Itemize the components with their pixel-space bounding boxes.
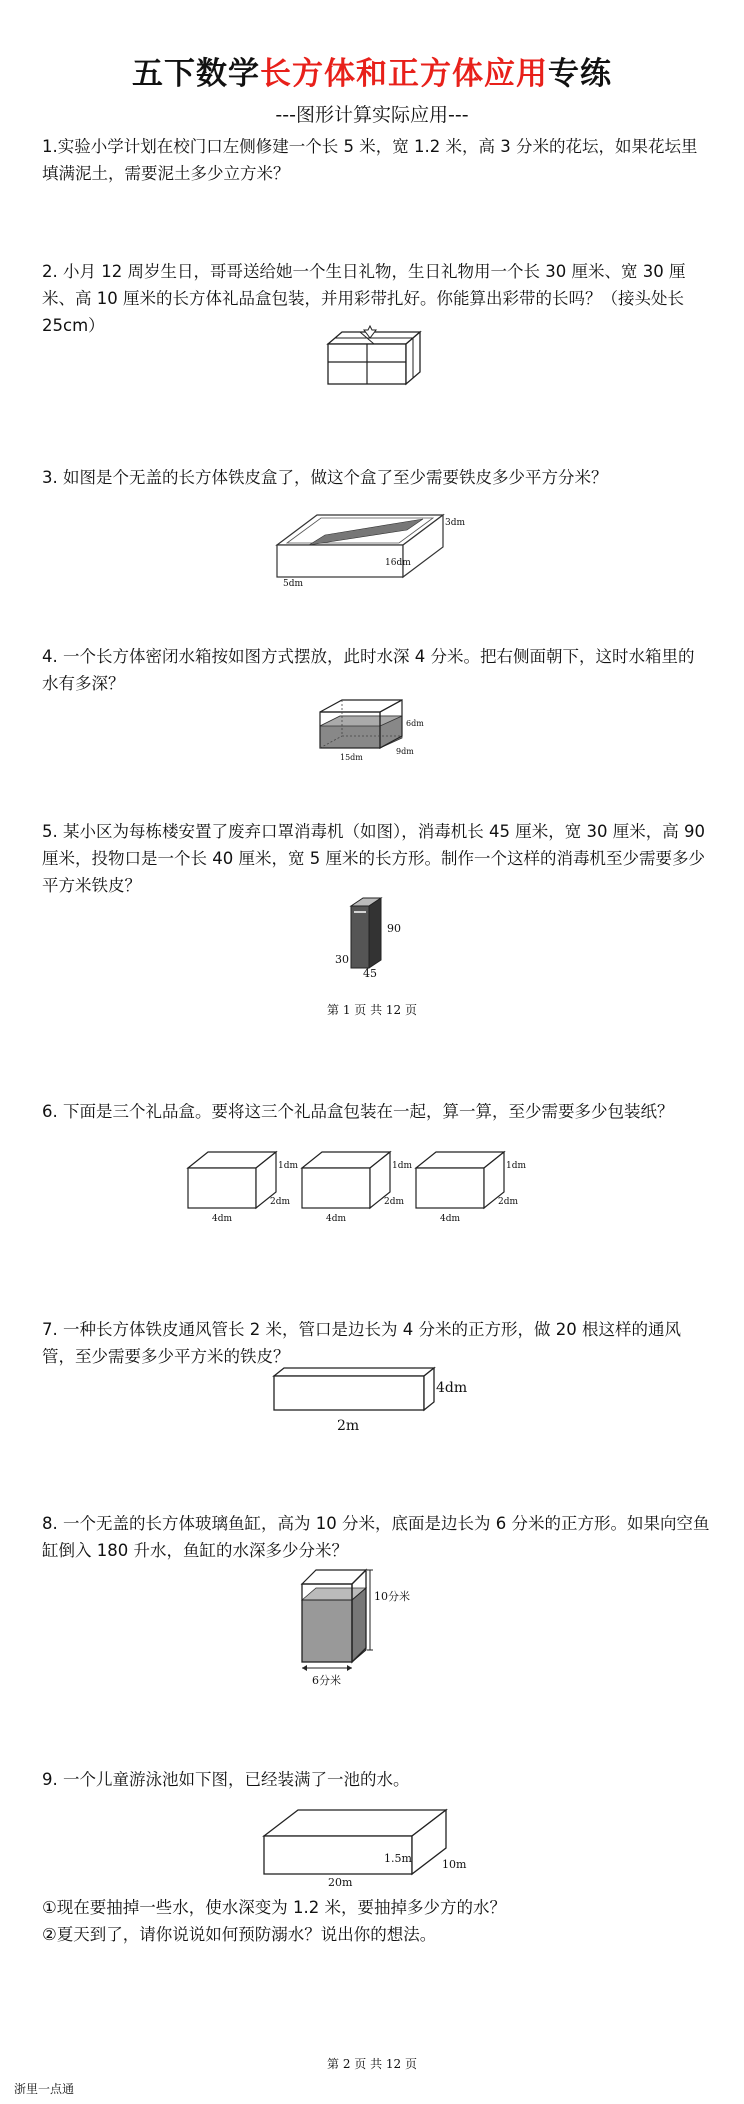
q3-label-height: 3dm (445, 518, 466, 528)
box1-label-width: 2dm (270, 1197, 291, 1207)
question-9-sub-2: ②夏天到了，请你说说如何预防溺水？说出你的想法。 (42, 1925, 437, 1944)
fish-tank-figure (296, 1562, 436, 1692)
question-4: 4. 一个长方体密闭水箱按如图方式摆放，此时水深 4 分米。把右侧面朝下，这时水箱里的水有多深？ (42, 647, 695, 693)
q9-label-depth: 1.5m (384, 1852, 412, 1865)
gift-box-2 (302, 1152, 412, 1224)
box2-label-length: 4dm (326, 1214, 347, 1224)
q9-label-width: 10m (442, 1858, 467, 1871)
q4-label-width: 9dm (396, 747, 414, 756)
title-highlight: 长方体和正方体应用 (260, 56, 548, 92)
box3-label-length: 4dm (440, 1214, 461, 1224)
q7-label-side: 4dm (436, 1380, 468, 1396)
question-6: 6. 下面是三个礼品盒。要将这三个礼品盒包装在一起，算一算，至少需要多少包装纸？ (42, 1102, 674, 1121)
q8-label-height: 10分米 (374, 1590, 410, 1603)
q8-label-side: 6分米 (312, 1674, 341, 1687)
question-7: 7. 一种长方体铁皮通风管长 2 米，管口是边长为 4 分米的正方形，做 20 根这样的通风管，至少需要多少平方米的铁皮？ (42, 1320, 681, 1366)
gift-box-1 (188, 1152, 298, 1224)
q9-label-length: 20m (328, 1876, 353, 1889)
q5-label-length: 45 (363, 967, 377, 980)
ventilation-pipe-figure (272, 1366, 472, 1434)
question-9-sub-1: ①现在要抽掉一些水，使水深变为 1.2 米，要抽掉多少方的水？ (42, 1898, 507, 1917)
box2-label-width: 2dm (384, 1197, 405, 1207)
page-title (0, 48, 744, 93)
page-subtitle: ---图形计算实际应用--- (275, 104, 469, 126)
open-box-figure (275, 505, 466, 589)
question-8: 8. 一个无盖的长方体玻璃鱼缸，高为 10 分米，底面是边长为 6 分米的正方形。如果向空鱼缸倒入 180 升水，鱼缸的水深多少分米？ (42, 1514, 710, 1560)
question-5: 5. 某小区为每栋楼安置了废弃口罩消毒机（如图），消毒机长 45 厘米，宽 30 厘米，高 90 厘米，投物口是一个长 40 厘米，宽 5 厘米的长方形。制作一个这样的消毒机至少需要多少平方米铁皮？ (42, 822, 705, 895)
box3-label-height: 1dm (506, 1161, 527, 1171)
question-2: 2. 小月 12 周岁生日，哥哥送给她一个生日礼物，生日礼物用一个长 30 厘米、宽 30 厘米、高 10 厘米的长方体礼品盒包装，并用彩带扎好。你能算出彩带的长吗？（接头处长 25cm） (42, 262, 686, 335)
q4-label-length: 15dm (340, 753, 363, 762)
title-suffix: 专练 (548, 56, 612, 92)
box1-label-height: 1dm (278, 1161, 299, 1171)
gift-box-figure (324, 326, 424, 388)
q5-label-width: 30 (335, 953, 349, 966)
q3-label-width: 5dm (283, 579, 304, 589)
box3-label-width: 2dm (498, 1197, 519, 1207)
page-number-1: 第 1 页 共 12 页 (327, 1003, 417, 1017)
box2-label-height: 1dm (392, 1161, 413, 1171)
gift-boxes-figure (186, 1148, 532, 1228)
q5-label-height: 90 (387, 922, 401, 935)
question-1: 1.实验小学计划在校门口左侧修建一个长 5 米，宽 1.2 米，高 3 分米的花坛，如果花坛里填满泥土，需要泥土多少立方米？ (42, 137, 698, 183)
page-number-2: 第 2 页 共 12 页 (327, 2057, 417, 2071)
water-tank-figure (318, 698, 430, 770)
gift-box-3 (416, 1152, 526, 1224)
title-prefix: 五下数学 (132, 56, 260, 92)
q7-label-length: 2m (337, 1418, 360, 1434)
box1-label-length: 4dm (212, 1214, 233, 1224)
disinfection-machine-figure (335, 896, 415, 978)
swimming-pool-figure (262, 1806, 484, 1888)
question-3: 3. 如图是个无盖的长方体铁皮盒了，做这个盒了至少需要铁皮多少平方分米？ (42, 468, 608, 487)
question-9: 9. 一个儿童游泳池如下图，已经装满了一池的水。 (42, 1770, 410, 1789)
q4-label-height: 6dm (406, 719, 424, 728)
footer-watermark: 浙里一点通 (14, 2082, 75, 2096)
q3-label-length: 16dm (385, 558, 411, 568)
